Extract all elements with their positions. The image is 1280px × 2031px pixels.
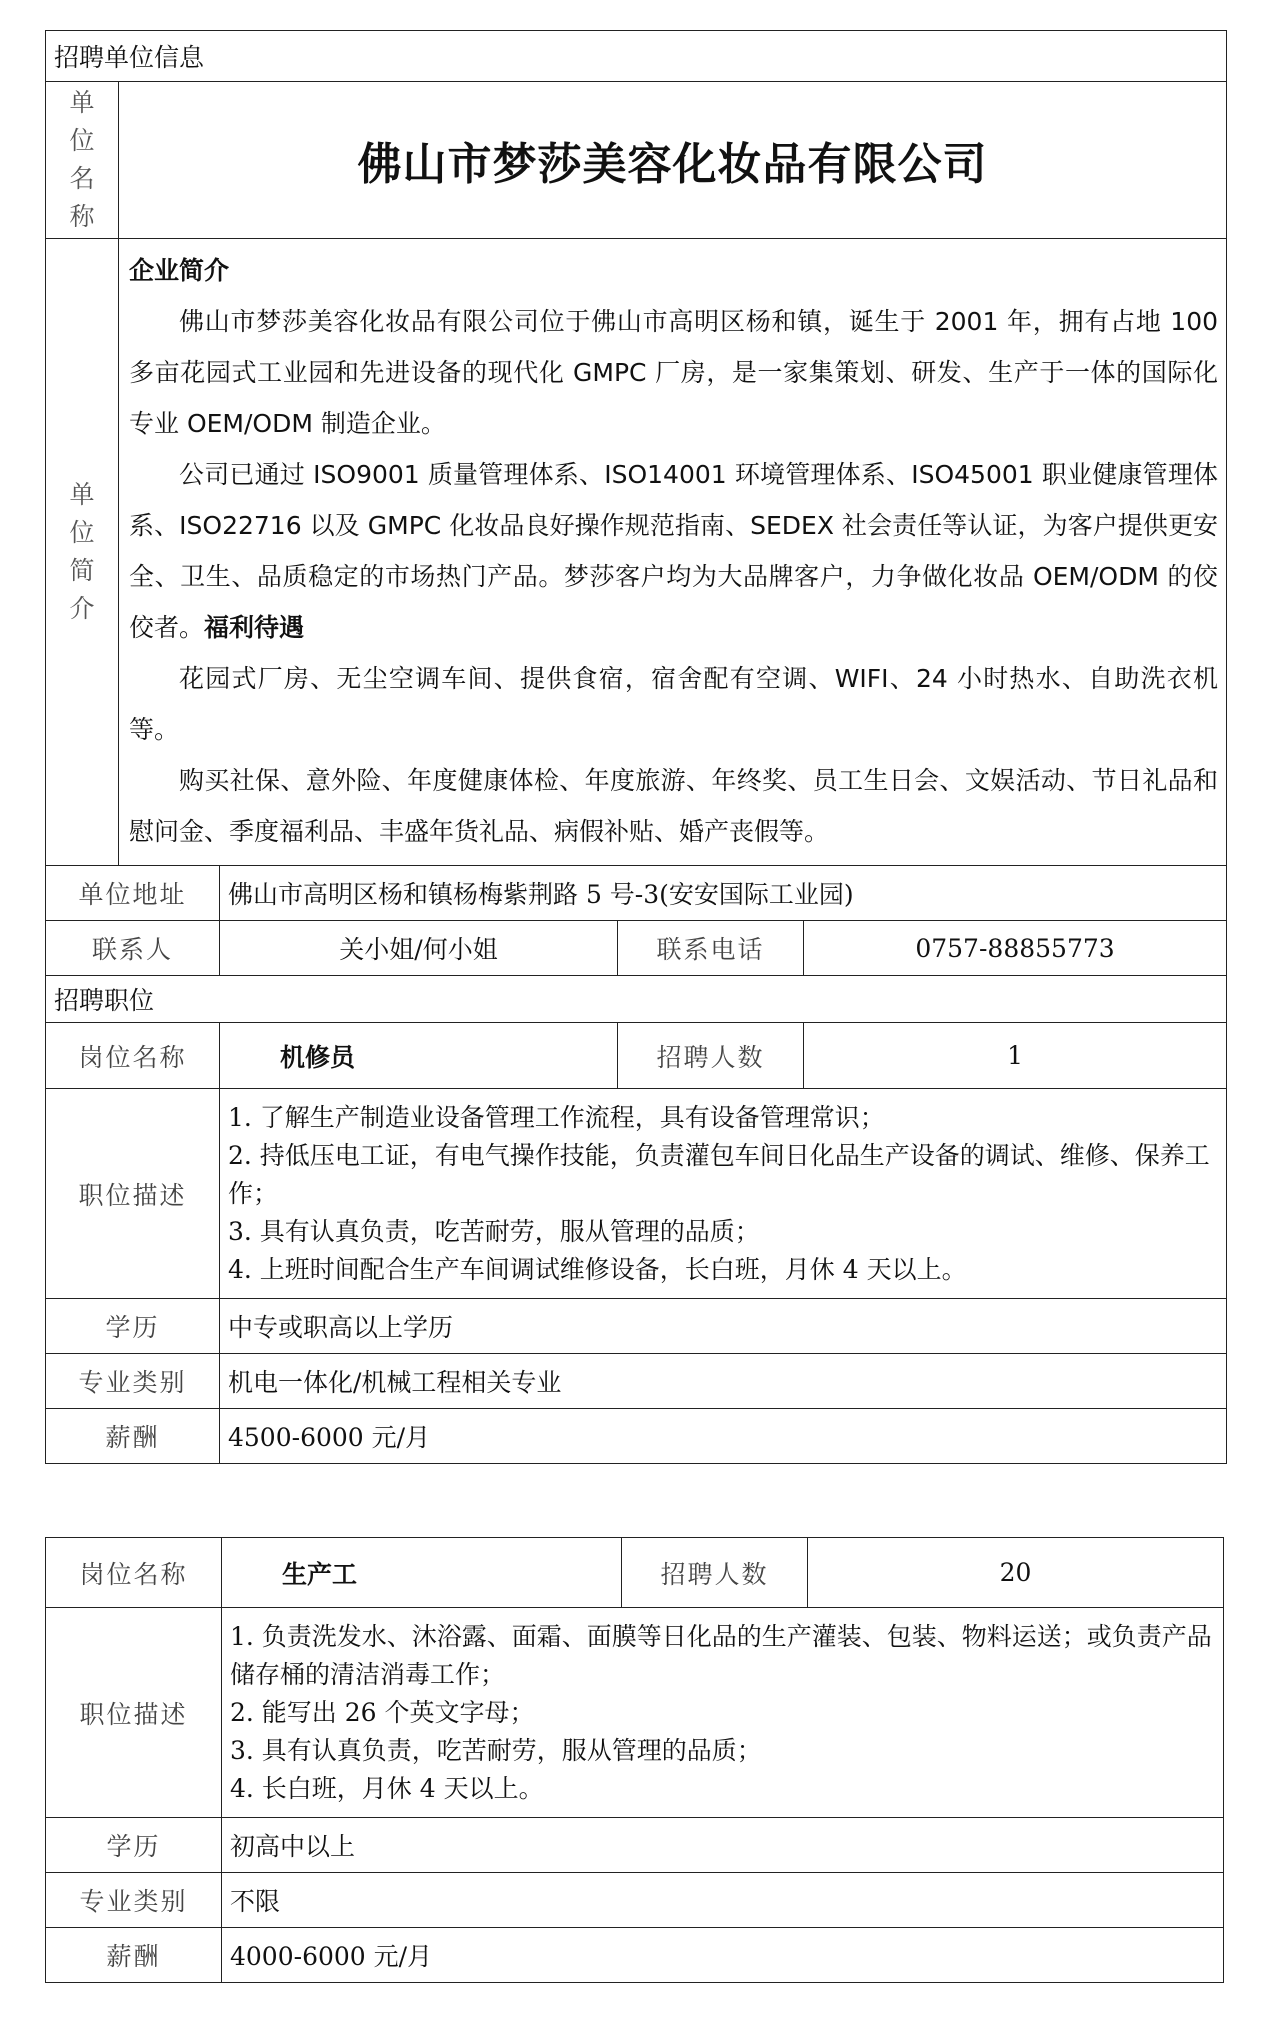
job2-salary-label: 薪酬 (46, 1928, 222, 1983)
section-title-positions: 招聘职位 (46, 976, 1227, 1023)
benefits-paragraph-2: 购买社保、意外险、年度健康体检、年度旅游、年终奖、员工生日会、文娱活动、节日礼品和慰问金、季度福利品、丰盛年货礼品、病假补贴、婚产丧假等。 (129, 766, 1219, 846)
job2-description (222, 1608, 1224, 1818)
job1-major: 机电一体化/机械工程相关专业 (220, 1354, 1227, 1409)
company-recruit-table (45, 30, 1227, 1464)
job2-headcount: 20 (808, 1538, 1224, 1608)
job1-salary: 4500-6000 元/月 (220, 1409, 1227, 1464)
job2-table (45, 1537, 1224, 1983)
job2-desc-item: 4. 长白班，月休 4 天以上。 (230, 1773, 544, 1803)
job2-desc-item: 3. 具有认真负责，吃苦耐劳，服从管理的品质； (230, 1735, 762, 1765)
benefits-heading: 福利待遇 (204, 613, 305, 642)
job2-title: 生产工 (222, 1538, 622, 1608)
job1-desc-item: 1. 了解生产制造业设备管理工作流程，具有设备管理常识； (228, 1102, 885, 1132)
contact-label: 联系人 (46, 921, 220, 976)
job2-desc-item: 1. 负责洗发水、沐浴露、面霜、面膜等日化品的生产灌装、包装、物料运送；或负责产品储存桶的清洁消毒工作； (230, 1621, 1212, 1689)
intro-paragraph-1: 佛山市梦莎美容化妆品有限公司位于佛山市高明区杨和镇，诞生于 2001 年，拥有占地 100 多亩花园式工业园和先进设备的现代化 GMPC 厂房，是一家集策划、研发、生产于一体的国际化专业 OEM/ODM 制造企业。 (129, 307, 1219, 438)
job2-headcount-label: 招聘人数 (622, 1538, 808, 1608)
address-label: 单位地址 (46, 866, 220, 921)
job1-desc-item: 2. 持低压电工证，有电气操作技能，负责灌包车间日化品生产设备的调试、维修、保养工作； (228, 1140, 1210, 1208)
address-value: 佛山市高明区杨和镇杨梅紫荆路 5 号-3(安安国际工业园) (220, 866, 1227, 921)
benefits-paragraph-1: 花园式厂房、无尘空调车间、提供食宿，宿舍配有空调、WIFI、24 小时热水、自助洗衣机等。 (129, 664, 1219, 744)
section-title-company: 招聘单位信息 (46, 31, 1227, 82)
intro-paragraph-2: 公司已通过 ISO9001 质量管理体系、ISO14001 环境管理体系、ISO45001 职业健康管理体系、ISO22716 以及 GMPC 化妆品良好操作规范指南、SEDEX 社会责任等认证，为客户提供更安全、卫生、品质稳定的市场热门产品。梦莎客户均为大品牌客户，力争做化妆品 OEM/ODM 的佼佼者。福利待遇 (129, 460, 1219, 642)
job1-desc-label: 职位描述 (46, 1089, 220, 1299)
phone-value: 0757-88855773 (804, 921, 1227, 976)
job1-title: 机修员 (220, 1023, 618, 1089)
contact-value: 关小姐/何小姐 (220, 921, 618, 976)
job1-education: 中专或职高以上学历 (220, 1299, 1227, 1354)
job2-education: 初高中以上 (222, 1818, 1224, 1873)
company-name-label: 单 位 名 称 (46, 82, 119, 239)
company-name: 佛山市梦莎美容化妆品有限公司 (119, 82, 1227, 239)
job2-major-label: 专业类别 (46, 1873, 222, 1928)
company-intro-label: 单 位 简 介 (46, 239, 119, 866)
job2-desc-item: 2. 能写出 26 个英文字母； (230, 1697, 535, 1727)
job2-salary: 4000-6000 元/月 (222, 1928, 1224, 1983)
job1-education-label: 学历 (46, 1299, 220, 1354)
job1-major-label: 专业类别 (46, 1354, 220, 1409)
job1-headcount-label: 招聘人数 (618, 1023, 804, 1089)
job2-education-label: 学历 (46, 1818, 222, 1873)
job1-title-label: 岗位名称 (46, 1023, 220, 1089)
intro-heading: 企业简介 (129, 256, 230, 285)
job1-headcount: 1 (804, 1023, 1227, 1089)
job2-major: 不限 (222, 1873, 1224, 1928)
company-intro (119, 239, 1227, 866)
job2-title-label: 岗位名称 (46, 1538, 222, 1608)
job2-desc-label: 职位描述 (46, 1608, 222, 1818)
job1-description (220, 1089, 1227, 1299)
job1-salary-label: 薪酬 (46, 1409, 220, 1464)
job1-desc-item: 4. 上班时间配合生产车间调试维修设备，长白班，月休 4 天以上。 (228, 1254, 967, 1284)
job1-desc-item: 3. 具有认真负责，吃苦耐劳，服从管理的品质； (228, 1216, 760, 1246)
phone-label: 联系电话 (618, 921, 804, 976)
